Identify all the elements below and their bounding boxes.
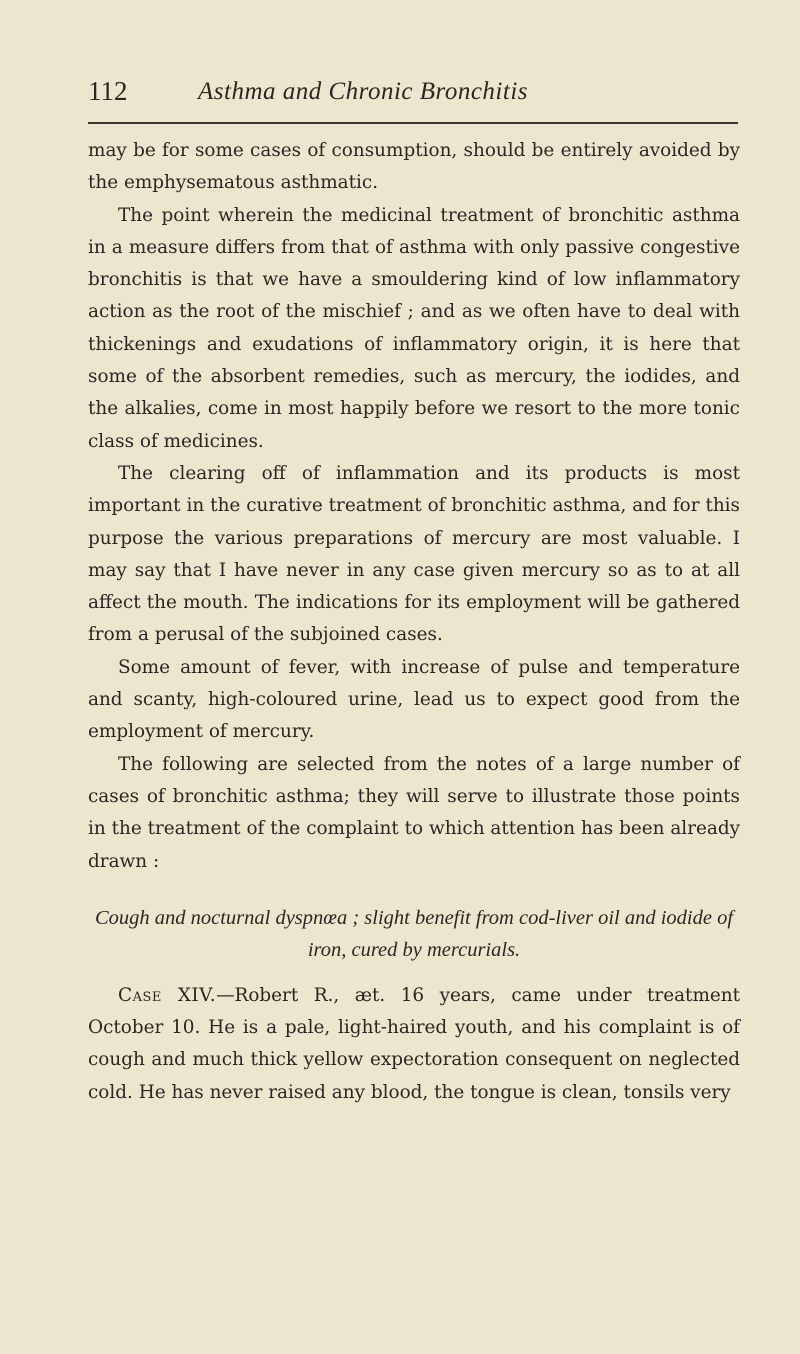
paragraph-medicinal-treatment: The point wherein the medicinal treatment of bronchitic asthma in a measure differs from that of asthma with only passive congestive bronchitis is that we have a smouldering kind of low inflammatory action as the root of the mischief ; and as we often have to deal with thickenings and exudations of inflammatory origin, it is here that some of the absorbent remedies, such as mercury, the iodides, and the alkalies, come in most happily before we resort to the more tonic class of medicines. (88, 204, 740, 452)
case-paragraph (88, 980, 740, 1109)
paragraph-fever: Some amount of fever, with increase of pulse and temperature and scanty, high-coloured urine, lead us to expect good from the employment of mercury. (88, 656, 740, 743)
page-header (88, 76, 738, 116)
body-text (88, 135, 740, 1109)
case-label: Case XIV. (118, 984, 217, 1006)
page-number: 112 (88, 76, 128, 106)
case-heading: Cough and nocturnal dyspnœa ; slight benefit from cod-liver oil and iodide of iron, cured by mercurials. (94, 906, 734, 961)
header-rule (88, 122, 738, 124)
case-text: —Robert R., æt. 16 years, came under treatment October 10. He is a pale, light-haired youth, and his complaint is of cough and much thick yellow expectoration consequent on neglected cold. He has never raised any blood, the tongue is clean, tonsils very (88, 984, 740, 1103)
paragraph-following-cases: The following are selected from the notes of a large number of cases of bronchitic asthma; they will serve to illustrate those points in the treatment of the complaint to which attention has been already drawn : (88, 753, 740, 872)
paragraph-continuation: may be for some cases of consumption, should be entirely avoided by the emphysematous asthmatic. (88, 140, 740, 194)
paragraph-clearing-inflammation: The clearing off of inflammation and its products is most important in the curative treatment of bronchitic asthma, and for this purpose the various preparations of mercury are most valuable. I may say that I have never in any case given mercury so as to at all affect the mouth. The indications for its employment will be gathered from a perusal of the subjoined cases. (88, 462, 740, 646)
running-title: Asthma and Chronic Bronchitis (198, 78, 529, 105)
